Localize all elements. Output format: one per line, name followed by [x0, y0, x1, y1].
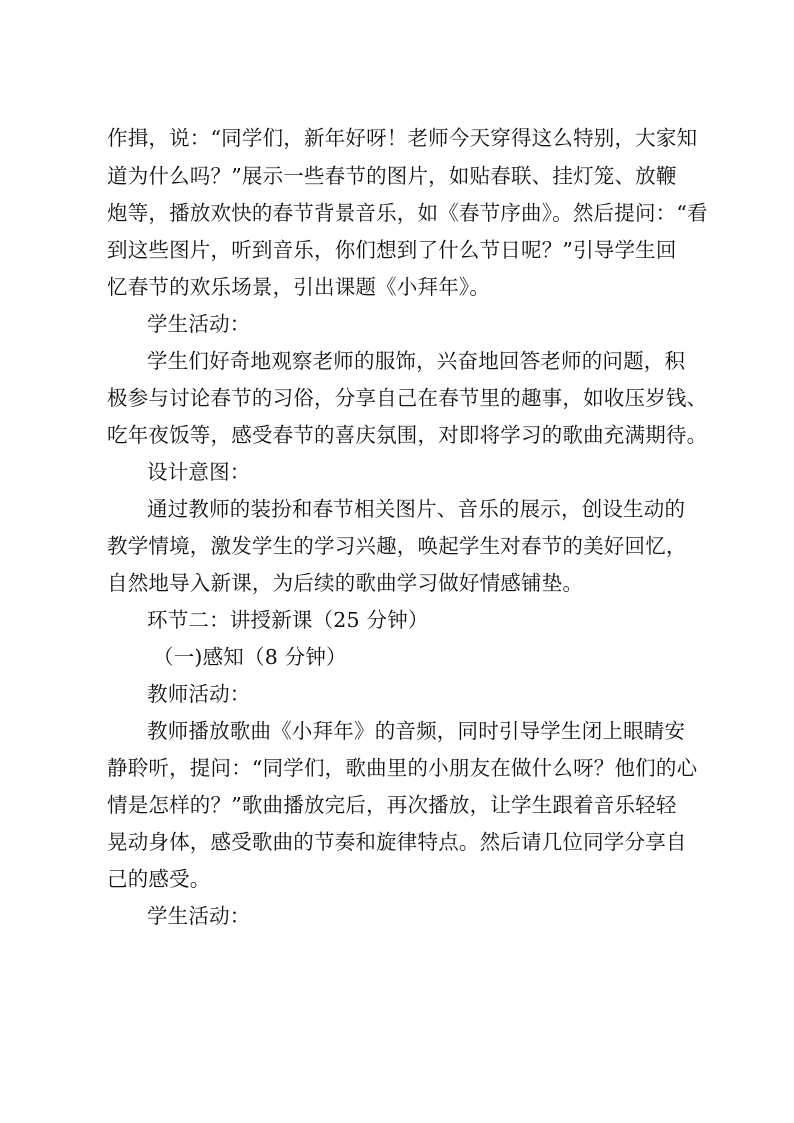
text-line: 极参与讨论春节的习俗，分享自己在春节里的趣事，如收压岁钱、 [107, 386, 708, 410]
text-line: 炮等，播放欢快的春节背景音乐，如《春节序曲》。然后提问：“看 [107, 201, 708, 225]
text-line: 吃年夜饭等，感受春节的喜庆氛围，对即将学习的歌曲充满期待。 [107, 423, 708, 447]
text-line: 晃动身体，感受歌曲的节奏和旋律特点。然后请几位同学分享自 [107, 830, 687, 854]
text-line: 静聆听，提问：“同学们，歌曲里的小朋友在做什么呀？他们的心 [107, 756, 698, 780]
subsection-heading: （一)感知（8 分钟） [153, 645, 347, 669]
text-line: 通过教师的装扮和春节相关图片、音乐的展示，创设生动的 [147, 497, 686, 521]
text-line: 己的感受。 [107, 867, 211, 891]
heading-student-activity: 学生活动： [147, 312, 251, 336]
text-line: 作揖，说：“同学们，新年好呀！老师今天穿得这么特别，大家知 [107, 126, 698, 150]
text-line: 自然地导入新课，为后续的歌曲学习做好情感铺垫。 [107, 571, 584, 595]
heading-design-intent: 设计意图： [147, 460, 251, 484]
text-line: 到这些图片，听到音乐，你们想到了什么节日呢？”引导学生回 [107, 238, 677, 262]
text-line: 教师播放歌曲《小拜年》的音频，同时引导学生闭上眼睛安 [147, 719, 686, 743]
heading-student-activity-2: 学生活动： [147, 904, 251, 928]
text-line: 道为什么吗？”展示一些春节的图片，如贴春联、挂灯笼、放鞭 [107, 164, 677, 188]
text-line: 教学情境，激发学生的学习兴趣，唤起学生对春节的美好回忆， [107, 534, 687, 558]
section-heading: 环节二：讲授新课（25 分钟） [147, 608, 429, 632]
text-line: 情是怎样的？”歌曲播放完后，再次播放，让学生跟着音乐轻轻 [107, 793, 677, 817]
text-line: 忆春节的欢乐场景，引出课题《小拜年》。 [107, 275, 491, 299]
text-line: 学生们好奇地观察老师的服饰，兴奋地回答老师的问题，积 [147, 349, 686, 373]
heading-teacher-activity: 教师活动： [147, 682, 251, 706]
